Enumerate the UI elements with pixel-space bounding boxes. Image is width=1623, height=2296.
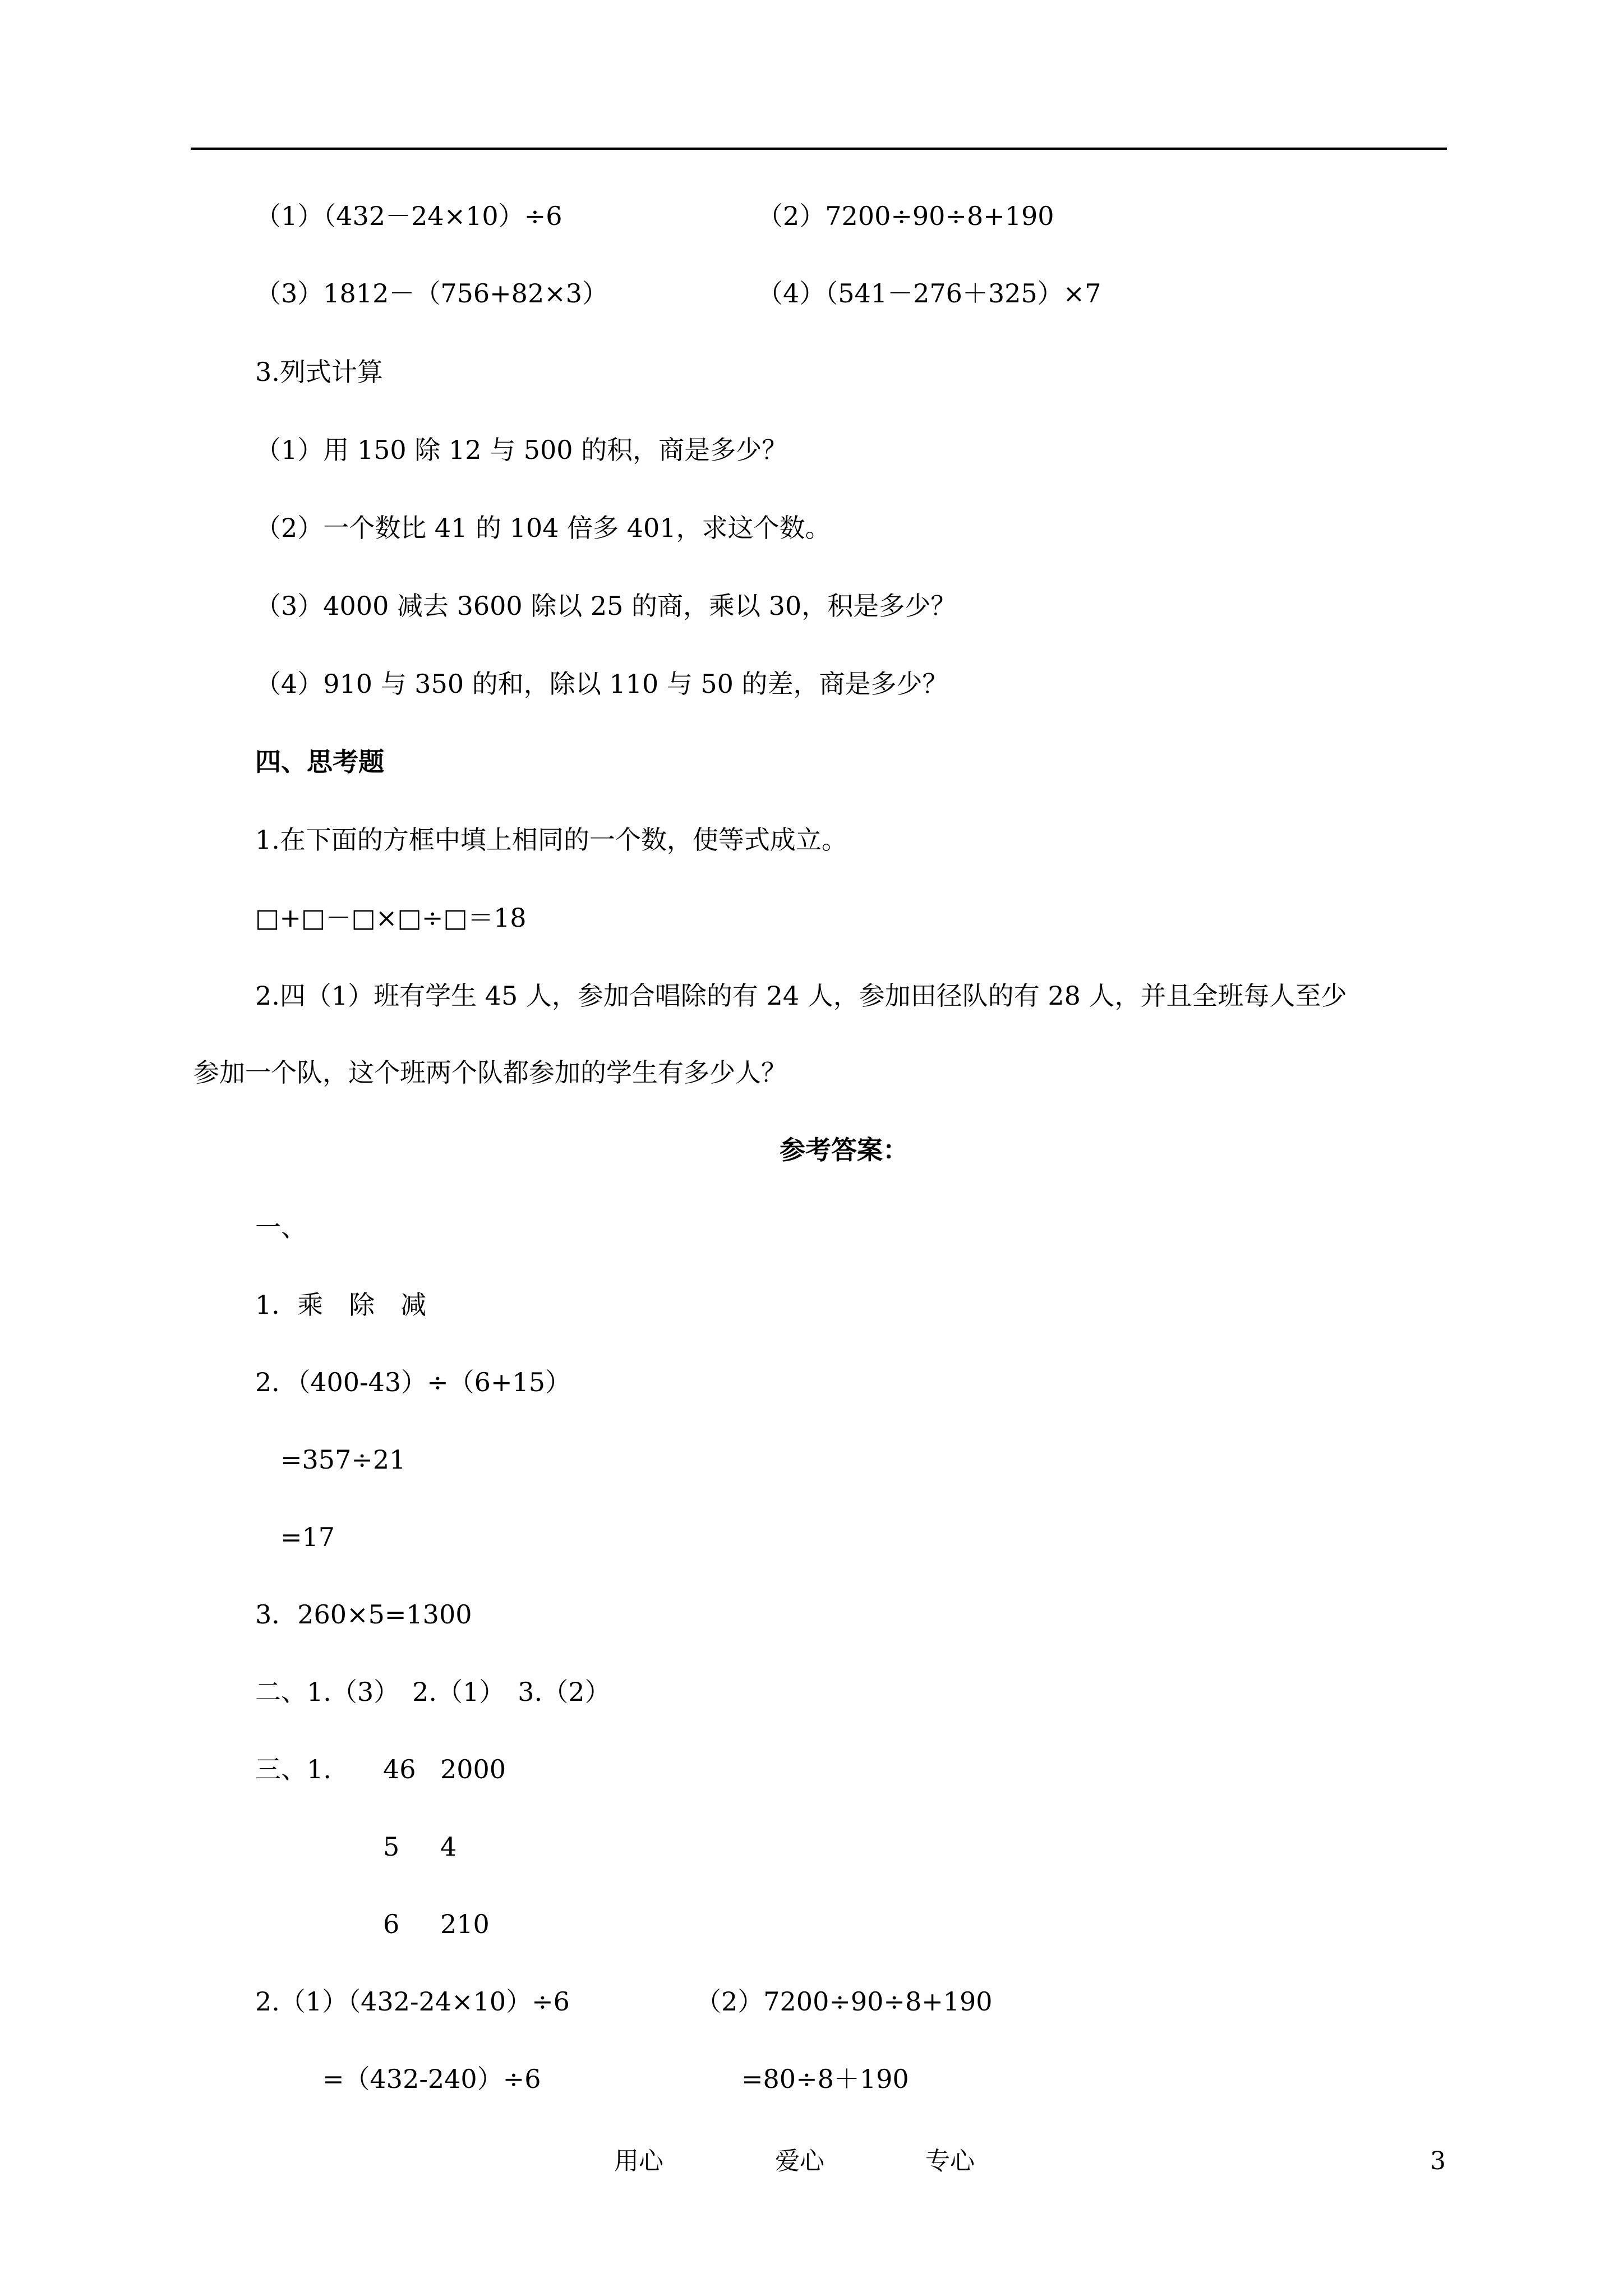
answer-part-3-value: 5 (383, 1832, 400, 1862)
answer-part-1: 一、 (255, 1212, 307, 1243)
word-problem-2: （2）一个数比 41 的 104 倍多 401，求这个数。 (255, 513, 831, 543)
answer-part-3-value: 4 (440, 1832, 457, 1862)
thinking-question-2-line1: 2.四（1）班有学生 45 人，参加合唱除的有 24 人，参加田径队的有 28 人，并且全班每人至少 (255, 981, 1347, 1011)
solution-left-step-1: =（432-240）÷6 (322, 2064, 541, 2094)
solution-right-step-1: =80÷8＋190 (741, 2064, 909, 2094)
word-problem-1: （1）用 150 除 12 与 500 的积，商是多少？ (255, 435, 788, 465)
page-number: 3 (1430, 2147, 1446, 2175)
answer-part-3-value: 46 (383, 1754, 416, 1784)
exercise-1: （1）（432－24×10）÷6 (255, 201, 562, 231)
word-problem-3: （3）4000 减去 3600 除以 25 的商，乘以 30，积是多少？ (255, 591, 957, 621)
answer-2: 2．（400-43）÷（6+15） (255, 1367, 571, 1397)
answer-title: 参考答案： (780, 1135, 909, 1165)
section-4-heading: 四、思考题 (255, 747, 384, 777)
solution-left: 2.（1）（432-24×10）÷6 (255, 1986, 570, 2017)
thinking-question-2-line2: 参加一个队，这个班两个队都参加的学生有多少人？ (193, 1057, 787, 1088)
answer-part-2: 二、1.（3） 2.（1） 3.（2） (255, 1677, 611, 1707)
header-rule (191, 148, 1447, 150)
exercise-2: （2）7200÷90÷8+190 (757, 201, 1054, 231)
answer-3: 3．260×5=1300 (255, 1599, 472, 1630)
solution-right: （2）7200÷90÷8+190 (695, 1986, 993, 2017)
footer-word-2: 爱心 (775, 2147, 824, 2175)
footer-word-1: 用心 (614, 2147, 663, 2175)
answer-2-step-1: =357÷21 (280, 1444, 406, 1475)
footer-word-3: 专心 (925, 2147, 975, 2175)
exercise-4: （4）（541－276＋325）×7 (757, 278, 1101, 309)
answer-part-3-label: 三、1. (255, 1754, 331, 1784)
answer-1: 1．乘 除 减 (255, 1290, 427, 1320)
word-problem-4: （4）910 与 350 的和，除以 110 与 50 的差，商是多少？ (255, 669, 948, 699)
answer-part-3-value: 6 (383, 1909, 400, 1939)
exercise-3: （3）1812－（756+82×3） (255, 278, 608, 309)
section-3-title: 3.列式计算 (255, 357, 383, 387)
box-equation: □+□－□×□÷□＝18 (255, 903, 527, 933)
answer-part-3-value: 210 (440, 1909, 490, 1939)
thinking-question-1: 1.在下面的方框中填上相同的一个数，使等式成立。 (255, 825, 847, 855)
answer-2-step-2: =17 (280, 1522, 335, 1552)
answer-part-3-value: 2000 (440, 1754, 506, 1784)
